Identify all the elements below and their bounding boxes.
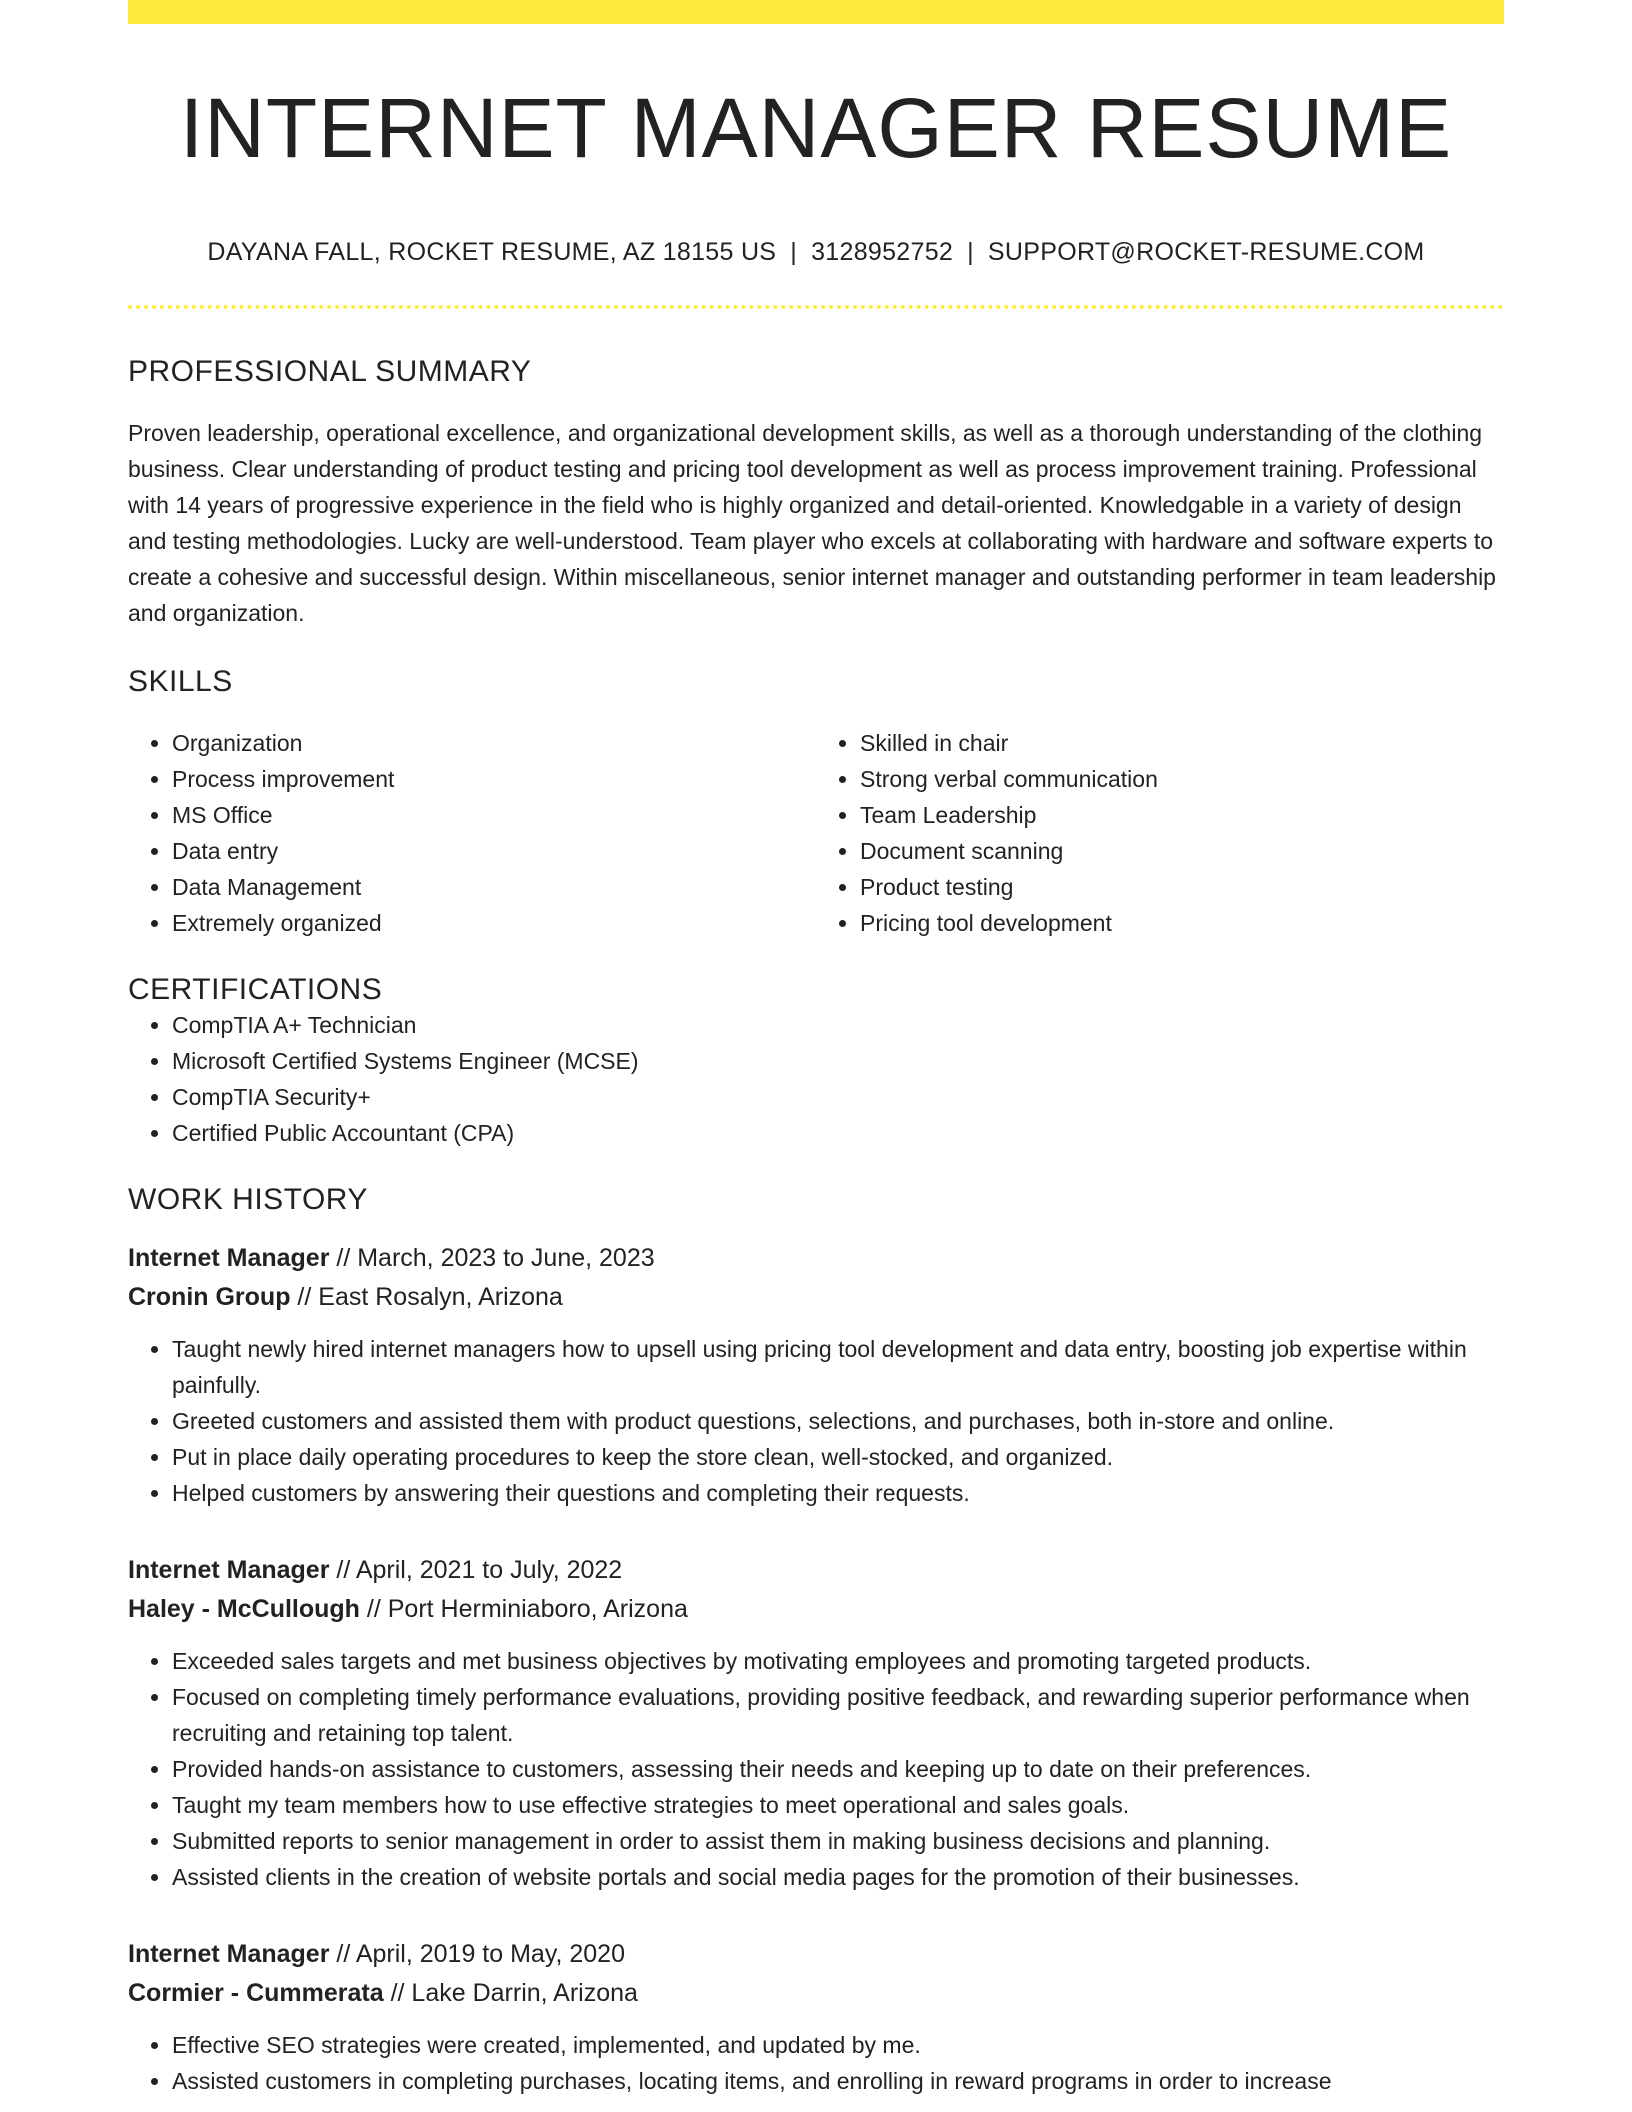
job-duty: • Assisted customers in completing purchases, locating items, and enrolling in reward programs in order to increase [172, 2063, 1504, 2099]
skills-columns [128, 725, 1504, 941]
resume-page [128, 0, 1504, 2099]
work-history-heading: WORK HISTORY [128, 1183, 368, 1216]
skills-heading: SKILLS [128, 665, 233, 698]
job-duty: • Effective SEO strategies were created, implemented, and updated by me. [172, 2027, 1504, 2063]
skill-item: • Data Management [172, 869, 816, 905]
contact-email: SUPPORT@ROCKET-RESUME.COM [987, 238, 1425, 266]
job-location: // Port Herminiaboro, Arizona [359, 1595, 688, 1623]
job-duty: • Assisted clients in the creation of website portals and social media pages for the promotion of their businesses. [172, 1859, 1504, 1895]
job-dates: // April, 2021 to July, 2022 [329, 1556, 623, 1584]
job-entry [128, 1935, 1504, 2099]
job-entry [128, 1239, 1504, 1511]
skill-item: • Pricing tool development [860, 905, 1504, 941]
job-duty: • Provided hands-on assistance to customers, assessing their needs and keeping up to date on their preferences. [172, 1751, 1504, 1787]
job-duty: • Exceeded sales targets and met business objectives by motivating employees and promoting targeted products. [172, 1643, 1504, 1679]
job-duty: • Greeted customers and assisted them with product questions, selections, and purchases, both in-store and online. [172, 1403, 1504, 1439]
job-location: // Lake Darrin, Arizona [383, 1979, 638, 2007]
job-company: Cormier - Cummerata [128, 1979, 384, 2007]
skill-item: • Team Leadership [860, 797, 1504, 833]
job-duty: • Submitted reports to senior management in order to assist them in making business decisions and planning. [172, 1823, 1504, 1859]
job-title-line [128, 1239, 1504, 1278]
certification-item: • Microsoft Certified Systems Engineer (MCSE) [172, 1043, 1504, 1079]
job-title-line [128, 1935, 1504, 1974]
job-company-line [128, 1278, 1504, 1317]
certification-item: • Certified Public Accountant (CPA) [172, 1115, 1504, 1151]
job-entry [128, 1551, 1504, 1895]
skills-list-right [816, 725, 1504, 941]
job-duty: • Focused on completing timely performance evaluations, providing positive feedback, and rewarding superior performance when recruiting and retaining top talent. [172, 1679, 1504, 1751]
job-duties [128, 2027, 1504, 2099]
skills-list-left [128, 725, 816, 941]
skill-item: • Strong verbal communication [860, 761, 1504, 797]
contact-line [128, 238, 1504, 267]
job-title: Internet Manager [128, 1940, 330, 1968]
job-duties [128, 1331, 1504, 1511]
skill-item: • Data entry [172, 833, 816, 869]
job-location: // East Rosalyn, Arizona [290, 1283, 563, 1311]
job-title: Internet Manager [128, 1556, 330, 1584]
job-company-line [128, 1590, 1504, 1629]
job-title: Internet Manager [128, 1244, 330, 1272]
skill-item: • Document scanning [860, 833, 1504, 869]
accent-bar [128, 0, 1504, 24]
dotted-divider [128, 305, 1504, 309]
skill-item: • Skilled in chair [860, 725, 1504, 761]
job-duty: • Taught newly hired internet managers how to upsell using pricing tool development and data entry, boosting job expertise within painfully. [172, 1331, 1504, 1403]
job-duty: • Helped customers by answering their questions and completing their requests. [172, 1475, 1504, 1511]
skill-item: • Process improvement [172, 761, 816, 797]
contact-phone: 3128952752 [811, 238, 954, 266]
job-company: Haley - McCullough [128, 1595, 360, 1623]
job-duties [128, 1643, 1504, 1895]
certification-item: • CompTIA Security+ [172, 1079, 1504, 1115]
job-company: Cronin Group [128, 1283, 291, 1311]
job-dates: // March, 2023 to June, 2023 [329, 1244, 655, 1272]
summary-heading: PROFESSIONAL SUMMARY [128, 355, 532, 388]
contact-separator: | [790, 238, 798, 266]
job-duty: • Taught my team members how to use effective strategies to meet operational and sales goals. [172, 1787, 1504, 1823]
skill-item: • Product testing [860, 869, 1504, 905]
job-dates: // April, 2019 to May, 2020 [329, 1940, 625, 1968]
resume-title: INTERNET MANAGER RESUME [179, 81, 1453, 175]
contact-separator: | [967, 238, 974, 266]
contact-address: DAYANA FALL, ROCKET RESUME, AZ 18155 US [207, 238, 777, 266]
certification-item: • CompTIA A+ Technician [172, 1007, 1504, 1043]
job-title-line [128, 1551, 1504, 1590]
skill-item: • MS Office [172, 797, 816, 833]
job-company-line [128, 1974, 1504, 2013]
skill-item: • Extremely organized [172, 905, 816, 941]
summary-text: Proven leadership, operational excellence, and organizational development skills, as well as a thorough understanding of the clothing business. Clear understanding of product testing and pricing tool development as well as process improvement training. Professional with 14 years of progressive experience in the field who is highly organized and detail-oriented. Knowledgable in a variety of design and testing methodologies. Lucky are well-understood. Team player who excels at collaborating with hardware and software experts to create a cohesive and successful design. Within miscellaneous, senior internet manager and outstanding performer in team leadership and organization. [128, 420, 1496, 626]
skill-item: • Organization [172, 725, 816, 761]
certifications-list [128, 1007, 1504, 1151]
job-duty: • Put in place daily operating procedures to keep the store clean, well-stocked, and organized. [172, 1439, 1504, 1475]
certifications-heading: CERTIFICATIONS [128, 973, 383, 1006]
